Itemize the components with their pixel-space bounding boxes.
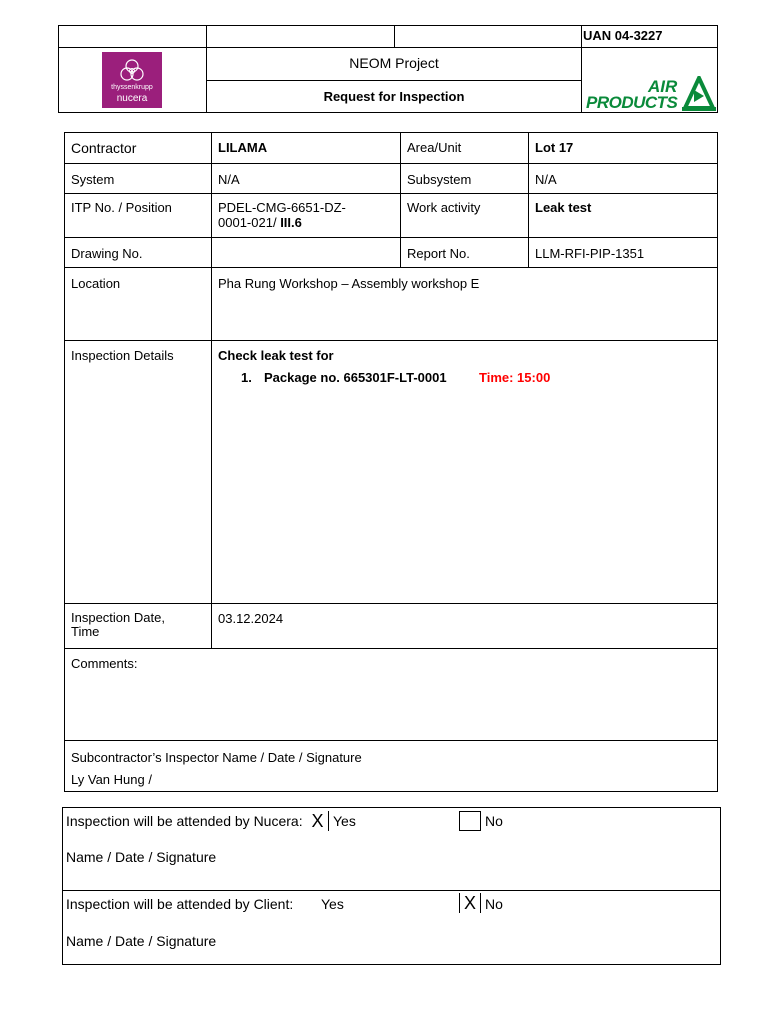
nucera-attendance-label: Inspection will be attended by Nucera: [66, 813, 303, 829]
drawing-label: Drawing No. [65, 238, 212, 268]
client-no-checkbox[interactable] [459, 893, 481, 913]
client-yes-label: Yes [321, 896, 344, 912]
inspection-date-label-line1: Inspection Date, [71, 610, 165, 625]
table-row [65, 341, 718, 604]
table-row [65, 741, 718, 792]
header-right-divider [581, 47, 718, 48]
nucera-no-label: No [485, 813, 503, 829]
area-label: Area/Unit [401, 133, 529, 164]
logo-line2: nucera [116, 93, 148, 104]
subcontractor-inspector-value: Ly Van Hung / [71, 772, 152, 787]
air-products-logo [584, 76, 718, 114]
logo-line1: thyssenkrupp [111, 84, 153, 91]
system-value: N/A [212, 164, 401, 194]
work-activity-label: Work activity [401, 194, 529, 238]
comments: Comments: [65, 649, 718, 741]
itp-value-line2: 0001-021/ [218, 215, 277, 230]
client-no-check-mark: X [463, 893, 476, 913]
thyssenkrupp-nucera-logo [102, 52, 162, 108]
system-label: System [65, 164, 212, 194]
report-value: LLM-RFI-PIP-1351 [529, 238, 718, 268]
inspection-date-label-line2: Time [71, 624, 100, 639]
table-row [65, 649, 718, 741]
nucera-yes-label: Yes [333, 813, 356, 829]
subcontractor-inspector [65, 741, 718, 792]
logo-emblem-icon [117, 57, 147, 83]
details-item-package: Package no. 665301F-LT-0001 [264, 370, 447, 385]
location-value: Pha Rung Workshop – Assembly workshop E [212, 268, 718, 341]
table-row [65, 194, 718, 238]
table-row [65, 164, 718, 194]
itp-value-line1: PDEL-CMG-6651-DZ- [218, 200, 346, 215]
client-attendance-label: Inspection will be attended by Client: [66, 896, 294, 912]
details-item [218, 370, 711, 385]
table-row [65, 133, 718, 164]
inspection-date-label [65, 604, 212, 649]
project-title: NEOM Project [349, 55, 439, 71]
table-row [65, 238, 718, 268]
inspection-details-label: Inspection Details [65, 341, 212, 604]
subsystem-label: Subsystem [401, 164, 529, 194]
logo-triangle-icon [682, 76, 716, 112]
nucera-no-checkbox[interactable] [459, 811, 481, 831]
inspection-form-table [64, 132, 718, 792]
header-mid-divider [206, 80, 582, 81]
location-label: Location [65, 268, 212, 341]
inspection-date-value: 03.12.2024 [212, 604, 718, 649]
subcontractor-inspector-label: Subcontractor’s Inspector Name / Date / Signature [71, 750, 362, 765]
area-value: Lot 17 [529, 133, 718, 164]
doc-code: UAN 04-3227 [583, 28, 663, 43]
subsystem-value: N/A [529, 164, 718, 194]
details-heading: Check leak test for [218, 348, 334, 363]
drawing-value [212, 238, 401, 268]
table-row [65, 604, 718, 649]
logo-air-text: AIR [648, 77, 678, 96]
details-item-number: 1. [241, 370, 252, 385]
header-row-divider [58, 47, 582, 48]
nucera-yes-checkbox[interactable] [307, 811, 329, 831]
itp-label: ITP No. / Position [65, 194, 212, 238]
work-activity-value: Leak test [529, 194, 718, 238]
client-no-label: No [485, 896, 503, 912]
nucera-signature-label: Name / Date / Signature [66, 849, 217, 865]
contractor-label: Contractor [65, 133, 212, 164]
logo-products-text: PRODUCTS [586, 93, 678, 112]
nucera-yes-check-mark: X [311, 811, 324, 831]
report-label: Report No. [401, 238, 529, 268]
client-signature-label: Name / Date / Signature [66, 933, 217, 949]
form-title: Request for Inspection [323, 89, 465, 104]
header-col-divider-2 [394, 25, 395, 47]
details-item-time: Time: 15:00 [479, 370, 551, 385]
contractor-value: LILAMA [212, 133, 401, 164]
table-row [65, 268, 718, 341]
itp-value [212, 194, 401, 238]
inspection-details-value [212, 341, 718, 604]
attendance-divider [62, 890, 721, 891]
itp-position: III.6 [280, 215, 302, 230]
